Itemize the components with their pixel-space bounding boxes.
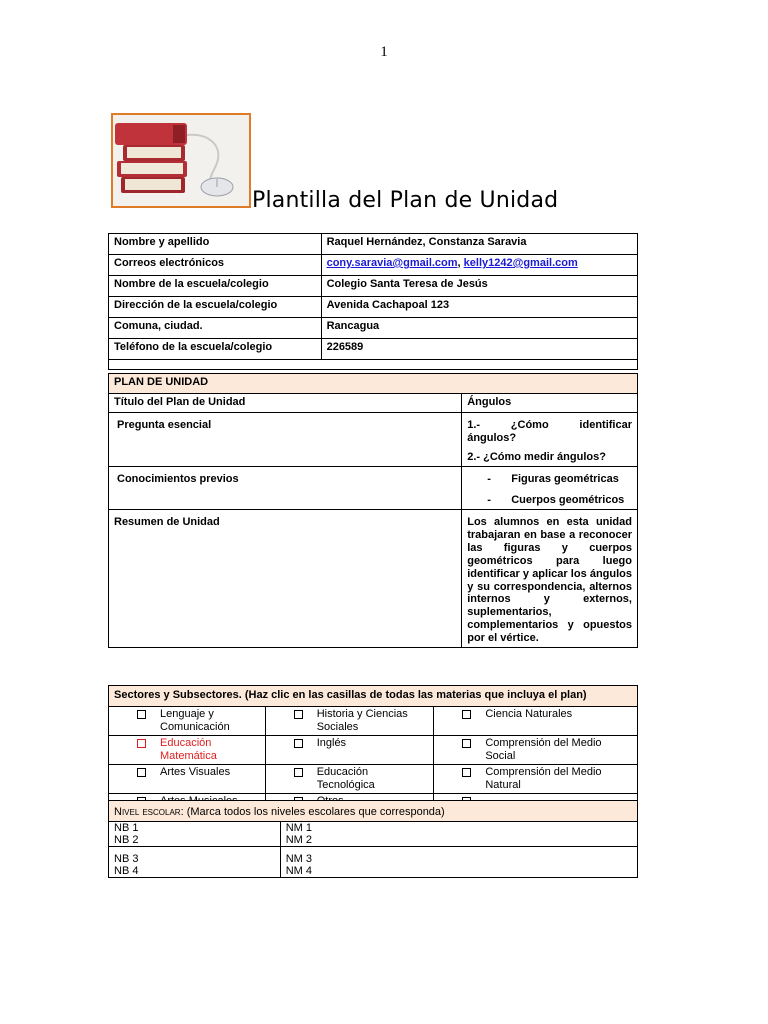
table-row	[109, 276, 638, 297]
question-item: 2.- ¿Cómo medir ángulos?	[467, 451, 606, 463]
subject-checkbox[interactable]	[294, 710, 303, 719]
table-row	[109, 394, 638, 413]
subject-label: Comprensión del Medio Natural	[485, 766, 602, 791]
level-cell: NM 1 NM 2	[280, 822, 637, 847]
email-link[interactable]: cony.saravia@gmail.com	[326, 257, 458, 269]
subject-label: Comprensión del Medio Social	[485, 737, 602, 762]
field-label: Nombre y apellido	[109, 234, 322, 255]
emails-cell	[321, 255, 637, 276]
table-row	[109, 707, 638, 736]
summary-text: Los alumnos en esta unidad trabajaran en base a reconocer las figuras y cuerpos geométricos para luego identificar y aplicar los ángulos y su correspondencia, alternos internos y externos, suplementarios, complementarios y opuestos por el vértice.	[462, 510, 638, 648]
unit-plan-table	[108, 373, 638, 648]
field-label: Resumen de Unidad	[109, 510, 462, 648]
table-row	[109, 297, 638, 318]
field-value: Colegio Santa Teresa de Jesús	[321, 276, 637, 297]
subject-checkbox[interactable]	[294, 739, 303, 748]
email-link[interactable]: kelly1242@gmail.com	[463, 257, 578, 269]
subject-cell	[265, 765, 434, 794]
question-label: Pregunta esencial	[117, 419, 212, 431]
level-cell: NB 3 NB 4	[109, 847, 281, 878]
level-cell: NM 3 NM 4	[280, 847, 637, 878]
document-title: Plantilla del Plan de Unidad	[252, 188, 559, 213]
table-row	[109, 801, 638, 822]
subject-cell	[109, 707, 266, 736]
level-heading-rest: : (Marca todos los niveles escolares que corresponda)	[180, 806, 445, 818]
subject-cell	[265, 736, 434, 765]
field-label: Teléfono de la escuela/colegio	[109, 339, 322, 360]
subject-checkbox[interactable]	[462, 710, 471, 719]
unit-title-value: Ángulos	[462, 394, 638, 413]
section-header	[109, 801, 638, 822]
table-row	[109, 413, 638, 467]
bullet: -	[487, 473, 491, 485]
table-row	[109, 736, 638, 765]
blank-row	[109, 360, 638, 370]
subject-label: Educación Matemática	[160, 737, 217, 762]
table-row	[109, 374, 638, 394]
table-row	[109, 255, 638, 276]
subject-label: Educación Tecnológica	[316, 766, 375, 791]
table-row	[109, 510, 638, 648]
subject-label: Historia y Ciencias Sociales	[316, 708, 408, 733]
field-label: Nombre de la escuela/colegio	[109, 276, 322, 297]
prior-knowledge-label: Conocimientos previos	[117, 473, 239, 485]
subject-cell	[434, 765, 638, 794]
subject-cell	[109, 736, 266, 765]
section-header: Sectores y Subsectores. (Haz clic en las casillas de todas las materias que incluya el plan)	[109, 686, 638, 707]
subject-label: Inglés	[316, 737, 347, 749]
subject-checkbox[interactable]	[137, 768, 146, 777]
level-heading-caps: Nivel escolar	[114, 806, 181, 818]
section-header: PLAN DE UNIDAD	[109, 374, 638, 394]
page-number: 1	[380, 44, 388, 60]
field-label: Comuna, ciudad.	[109, 318, 322, 339]
field-value: 226589	[321, 339, 637, 360]
table-row	[109, 765, 638, 794]
field-label: Correos electrónicos	[109, 255, 322, 276]
subject-cell	[265, 707, 434, 736]
field-value: Raquel Hernández, Constanza Saravia	[321, 234, 637, 255]
field-label	[109, 413, 462, 467]
table-row	[109, 467, 638, 510]
field-label: Título del Plan de Unidad	[109, 394, 462, 413]
subject-cell	[434, 736, 638, 765]
subject-checkbox[interactable]	[294, 768, 303, 777]
table-row	[109, 234, 638, 255]
table-row	[109, 822, 638, 847]
books-mouse-logo	[111, 113, 251, 208]
prior-knowledge-cell	[462, 467, 638, 510]
subject-cell	[109, 765, 266, 794]
school-level-table	[108, 800, 638, 878]
subject-cell	[434, 707, 638, 736]
subject-checkbox[interactable]	[137, 710, 146, 719]
email-separator: ,	[457, 257, 464, 269]
level-cell: NB 1 NB 2	[109, 822, 281, 847]
table-row	[109, 847, 638, 878]
field-label: Dirección de la escuela/colegio	[109, 297, 322, 318]
question-item: 1.- ¿Cómo identificar ángulos?	[467, 419, 632, 444]
teacher-info-table	[108, 233, 638, 370]
table-row	[109, 318, 638, 339]
bullet: -	[487, 494, 491, 506]
subject-label: Lenguaje y Comunicación	[160, 708, 230, 733]
list-item: - Cuerpos geométricos	[487, 494, 625, 506]
field-value: Avenida Cachapoal 123	[321, 297, 637, 318]
books-mouse-icon	[113, 115, 249, 206]
subject-label: Artes Visuales	[160, 766, 231, 778]
field-value: Rancagua	[321, 318, 637, 339]
field-label	[109, 467, 462, 510]
questions-cell	[462, 413, 638, 467]
list-item: - Figuras geométricas	[487, 473, 619, 485]
subject-checkbox[interactable]	[462, 739, 471, 748]
table-row	[109, 339, 638, 360]
subject-label: Ciencia Naturales	[485, 708, 573, 720]
table-row	[109, 686, 638, 707]
subject-checkbox[interactable]	[462, 768, 471, 777]
subject-checkbox[interactable]	[137, 739, 146, 748]
